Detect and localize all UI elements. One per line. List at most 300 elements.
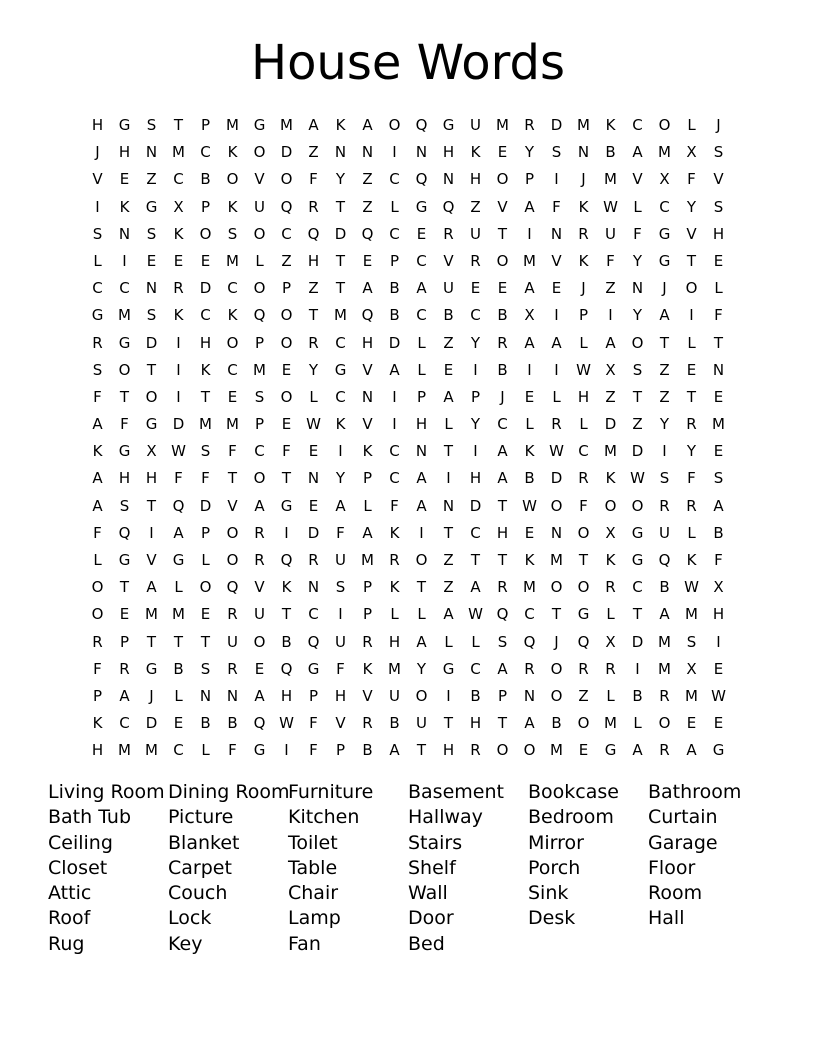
grid-letter: X: [173, 197, 184, 216]
grid-letter: Y: [686, 197, 697, 216]
grid-letter: T: [119, 578, 130, 597]
word-bank-item: Bath Tub: [48, 806, 132, 829]
grid-letter: N: [199, 686, 212, 705]
grid-letter: D: [307, 523, 320, 542]
grid-letter: L: [606, 605, 615, 624]
grid-letter: L: [687, 116, 696, 134]
grid-letter: G: [118, 116, 131, 134]
grid-letter: I: [473, 442, 478, 461]
grid-letter: N: [523, 686, 536, 705]
grid-letter: Z: [470, 197, 481, 216]
grid-letter: W: [576, 360, 591, 379]
grid-letter: T: [632, 387, 643, 406]
grid-letter: O: [631, 333, 644, 352]
grid-letter: M: [523, 578, 536, 597]
grid-letter: B: [281, 632, 292, 651]
grid-letter: G: [442, 116, 455, 134]
grid-letter: E: [281, 360, 292, 379]
word-bank-item: Furniture: [288, 781, 374, 803]
grid-letter: F: [390, 496, 399, 515]
grid-letter: Q: [496, 605, 509, 624]
grid-letter: P: [578, 306, 589, 325]
grid-letter: M: [604, 442, 617, 461]
grid-letter: V: [632, 170, 643, 189]
grid-letter: J: [149, 686, 154, 705]
grid-letter: T: [335, 197, 346, 216]
grid-letter: L: [471, 632, 480, 651]
word-bank-row: [48, 780, 788, 805]
grid-letter: S: [632, 360, 643, 379]
grid-letter: O: [550, 659, 563, 678]
grid-row: [84, 656, 732, 683]
grid-letter: H: [469, 714, 482, 733]
grid-letter: O: [226, 551, 239, 569]
grid-letter: A: [551, 333, 562, 352]
grid-letter: V: [146, 551, 157, 569]
grid-letter: F: [714, 551, 723, 569]
grid-letter: U: [659, 523, 670, 542]
grid-letter: Q: [118, 523, 131, 542]
grid-letter: Y: [659, 415, 670, 434]
grid-letter: H: [442, 143, 455, 162]
grid-letter: J: [554, 632, 559, 651]
grid-letter: C: [173, 170, 184, 189]
grid-letter: D: [631, 632, 644, 651]
grid-letter: N: [334, 143, 347, 162]
word-bank-item: Basement: [408, 781, 504, 803]
grid-letter: T: [335, 279, 346, 298]
grid-letter: P: [470, 387, 481, 406]
grid-letter: G: [712, 741, 725, 760]
word-bank-item: [648, 932, 768, 957]
grid-letter: Z: [362, 197, 373, 216]
word-bank-item: Table: [288, 856, 338, 879]
grid-letter: B: [362, 741, 373, 760]
grid-letter: Q: [226, 578, 239, 597]
word-bank-row: [48, 932, 788, 957]
grid-letter: M: [226, 116, 239, 134]
grid-letter: F: [120, 415, 129, 434]
grid-letter: D: [199, 496, 212, 515]
grid-letter: J: [716, 116, 721, 134]
grid-letter: K: [605, 551, 616, 569]
grid-letter: D: [550, 469, 563, 488]
grid-letter: X: [713, 578, 724, 597]
grid-letter: H: [91, 741, 104, 760]
grid-letter: S: [713, 143, 724, 162]
grid-letter: G: [145, 659, 158, 678]
grid-letter: E: [416, 224, 427, 243]
grid-letter: R: [443, 224, 454, 243]
grid-letter: I: [122, 251, 127, 270]
grid-letter: X: [686, 143, 697, 162]
grid-letter: I: [149, 523, 154, 542]
grid-letter: A: [416, 279, 427, 298]
grid-letter: S: [497, 632, 508, 651]
grid-letter: T: [578, 551, 589, 569]
grid-letter: B: [524, 469, 535, 488]
grid-letter: Y: [470, 415, 481, 434]
grid-letter: L: [390, 197, 399, 216]
grid-letter: X: [146, 442, 157, 461]
grid-letter: A: [119, 686, 130, 705]
grid-letter: K: [119, 197, 130, 216]
grid-letter: P: [497, 686, 508, 705]
grid-letter: L: [201, 551, 210, 569]
grid-letter: Z: [443, 578, 454, 597]
grid-letter: M: [172, 143, 185, 162]
grid-letter: Q: [280, 197, 293, 216]
grid-letter: R: [227, 605, 238, 624]
grid-letter: I: [338, 442, 343, 461]
grid-letter: T: [686, 251, 697, 270]
grid-letter: A: [659, 306, 670, 325]
grid-letter: F: [282, 442, 291, 461]
grid-letter: O: [280, 170, 293, 189]
word-bank-item: Porch: [528, 856, 581, 879]
grid-letter: Y: [632, 251, 643, 270]
grid-letter: E: [200, 605, 211, 624]
grid-letter: M: [145, 605, 158, 624]
grid-letter: G: [604, 741, 617, 760]
grid-letter: P: [416, 387, 427, 406]
word-bank-item: Shelf: [408, 856, 456, 879]
word-bank-item: Closet: [48, 856, 108, 879]
grid-letter: R: [497, 578, 508, 597]
letter-grid: [84, 112, 732, 765]
grid-letter: F: [687, 469, 696, 488]
grid-letter: R: [578, 224, 589, 243]
grid-letter: E: [470, 279, 481, 298]
grid-letter: I: [473, 360, 478, 379]
grid-letter: R: [173, 279, 184, 298]
grid-letter: I: [716, 632, 721, 651]
grid-letter: O: [415, 551, 428, 569]
grid-letter: O: [550, 496, 563, 515]
word-bank-item: [528, 932, 648, 957]
grid-letter: M: [523, 251, 536, 270]
grid-letter: O: [496, 251, 509, 270]
grid-letter: F: [93, 659, 102, 678]
grid-letter: F: [309, 741, 318, 760]
grid-letter: O: [118, 360, 131, 379]
grid-letter: P: [524, 170, 535, 189]
grid-letter: K: [227, 306, 238, 325]
grid-letter: Q: [415, 170, 428, 189]
grid-letter: I: [176, 333, 181, 352]
grid-letter: M: [199, 415, 212, 434]
grid-letter: D: [280, 143, 293, 162]
grid-letter: P: [335, 741, 346, 760]
grid-letter: X: [605, 523, 616, 542]
grid-letter: W: [171, 442, 186, 461]
grid-letter: T: [497, 496, 508, 515]
grid-letter: L: [201, 741, 210, 760]
grid-letter: H: [91, 116, 104, 134]
grid-letter: S: [335, 578, 346, 597]
grid-letter: S: [713, 197, 724, 216]
grid-row: [84, 221, 732, 248]
grid-letter: R: [92, 333, 103, 352]
grid-letter: G: [334, 360, 347, 379]
word-bank-row: [48, 881, 788, 906]
grid-letter: N: [118, 224, 131, 243]
grid-letter: P: [200, 523, 211, 542]
grid-letter: D: [631, 442, 644, 461]
grid-letter: Z: [605, 387, 616, 406]
grid-letter: M: [496, 116, 509, 134]
grid-letter: N: [550, 523, 563, 542]
grid-letter: O: [550, 578, 563, 597]
grid-letter: A: [632, 143, 643, 162]
grid-letter: D: [334, 224, 347, 243]
grid-letter: N: [145, 279, 158, 298]
grid-letter: M: [712, 415, 725, 434]
grid-letter: R: [686, 415, 697, 434]
grid-letter: M: [361, 551, 374, 569]
grid-letter: E: [146, 251, 157, 270]
grid-letter: E: [362, 251, 373, 270]
grid-letter: H: [388, 632, 401, 651]
grid-letter: R: [659, 496, 670, 515]
grid-letter: M: [226, 251, 239, 270]
grid-letter: E: [200, 251, 211, 270]
grid-letter: D: [604, 415, 617, 434]
grid-letter: O: [91, 578, 104, 597]
grid-letter: I: [392, 143, 397, 162]
grid-letter: S: [200, 442, 211, 461]
grid-letter: V: [686, 224, 697, 243]
word-bank-item: Mirror: [528, 831, 584, 854]
grid-letter: F: [309, 170, 318, 189]
grid-letter: N: [307, 469, 320, 488]
grid-letter: Z: [443, 333, 454, 352]
grid-letter: C: [389, 442, 400, 461]
grid-letter: L: [687, 523, 696, 542]
grid-letter: A: [713, 496, 724, 515]
grid-letter: C: [119, 279, 130, 298]
grid-row: [84, 520, 732, 547]
grid-letter: M: [550, 741, 563, 760]
word-bank-item: Kitchen: [288, 806, 360, 829]
grid-letter: M: [280, 116, 293, 134]
grid-letter: Y: [686, 442, 697, 461]
grid-letter: C: [335, 387, 346, 406]
grid-letter: B: [497, 306, 508, 325]
grid-letter: K: [362, 659, 373, 678]
word-bank-item: Desk: [528, 907, 576, 930]
grid-letter: M: [550, 551, 563, 569]
grid-letter: W: [468, 605, 483, 624]
grid-letter: C: [92, 279, 103, 298]
grid-letter: Q: [172, 496, 185, 515]
grid-letter: O: [280, 306, 293, 325]
grid-letter: W: [549, 442, 564, 461]
word-bank-row: [48, 856, 788, 881]
grid-letter: G: [658, 224, 671, 243]
grid-letter: I: [527, 360, 532, 379]
grid-letter: I: [392, 387, 397, 406]
grid-letter: F: [228, 741, 237, 760]
grid-letter: M: [658, 659, 671, 678]
grid-letter: A: [173, 523, 184, 542]
grid-letter: U: [470, 224, 481, 243]
grid-letter: T: [281, 605, 292, 624]
grid-letter: U: [443, 279, 454, 298]
grid-letter: X: [605, 360, 616, 379]
grid-letter: S: [119, 496, 130, 515]
grid-letter: S: [200, 659, 211, 678]
grid-letter: S: [686, 632, 697, 651]
grid-row: [84, 166, 732, 193]
grid-letter: T: [713, 333, 724, 352]
grid-letter: O: [199, 224, 212, 243]
grid-letter: G: [145, 415, 158, 434]
grid-row: [84, 629, 732, 656]
grid-letter: A: [335, 496, 346, 515]
grid-letter: R: [389, 551, 400, 569]
grid-letter: B: [389, 714, 400, 733]
word-bank-item: Lock: [168, 907, 212, 930]
word-bank-item: Blanket: [168, 831, 240, 854]
grid-letter: L: [417, 333, 426, 352]
grid-letter: G: [577, 605, 590, 624]
word-bank-item: Bathroom: [648, 781, 742, 803]
grid-letter: X: [524, 306, 535, 325]
grid-letter: F: [606, 251, 615, 270]
grid-letter: L: [390, 605, 399, 624]
grid-letter: M: [118, 741, 131, 760]
grid-letter: Q: [415, 116, 428, 134]
grid-letter: C: [416, 251, 427, 270]
grid-letter: M: [388, 659, 401, 678]
grid-letter: O: [631, 496, 644, 515]
word-bank-item: Key: [168, 932, 203, 955]
grid-letter: V: [227, 496, 238, 515]
grid-letter: N: [226, 686, 239, 705]
grid-row: [84, 248, 732, 275]
grid-letter: R: [308, 551, 319, 569]
grid-letter: O: [280, 387, 293, 406]
grid-letter: S: [146, 306, 157, 325]
grid-letter: A: [524, 279, 535, 298]
grid-letter: O: [226, 523, 239, 542]
grid-letter: I: [284, 523, 289, 542]
grid-letter: O: [226, 170, 239, 189]
word-bank-item: Door: [408, 907, 454, 930]
grid-letter: R: [551, 415, 562, 434]
grid-letter: Q: [361, 224, 374, 243]
word-bank-item: Rug: [48, 932, 85, 955]
grid-letter: V: [362, 686, 373, 705]
grid-letter: L: [174, 578, 183, 597]
grid-letter: T: [335, 251, 346, 270]
grid-letter: T: [443, 523, 454, 542]
grid-letter: S: [92, 360, 103, 379]
grid-letter: E: [173, 251, 184, 270]
grid-letter: Z: [659, 387, 670, 406]
word-bank-item: Curtain: [648, 806, 718, 829]
grid-letter: T: [497, 224, 508, 243]
grid-row: [84, 438, 732, 465]
grid-letter: Q: [253, 714, 266, 733]
grid-letter: Y: [470, 333, 481, 352]
word-bank-item: Bed: [408, 932, 445, 955]
grid-letter: C: [470, 523, 481, 542]
grid-letter: T: [119, 387, 130, 406]
grid-letter: W: [522, 496, 537, 515]
grid-letter: O: [280, 333, 293, 352]
grid-letter: V: [497, 197, 508, 216]
grid-letter: B: [389, 279, 400, 298]
grid-letter: T: [200, 387, 211, 406]
grid-letter: J: [581, 279, 586, 298]
grid-letter: C: [119, 714, 130, 733]
grid-letter: C: [173, 741, 184, 760]
grid-letter: N: [442, 496, 455, 515]
grid-letter: H: [145, 469, 158, 488]
grid-letter: A: [146, 578, 157, 597]
grid-letter: V: [551, 251, 562, 270]
word-bank-item: Hall: [648, 907, 685, 930]
grid-row: [84, 139, 732, 166]
grid-letter: V: [713, 170, 724, 189]
grid-letter: P: [254, 415, 265, 434]
word-bank-row: [48, 805, 788, 830]
page-title: House Words: [250, 35, 566, 91]
grid-letter: B: [389, 306, 400, 325]
grid-letter: A: [92, 469, 103, 488]
grid-letter: E: [227, 387, 238, 406]
grid-row: [84, 493, 732, 520]
grid-letter: C: [335, 333, 346, 352]
grid-letter: A: [497, 659, 508, 678]
grid-letter: L: [633, 714, 642, 733]
grid-letter: A: [92, 496, 103, 515]
grid-letter: T: [173, 632, 184, 651]
grid-letter: W: [603, 197, 618, 216]
grid-letter: H: [118, 143, 131, 162]
grid-letter: P: [362, 578, 373, 597]
grid-letter: O: [577, 714, 590, 733]
grid-letter: H: [361, 333, 374, 352]
grid-letter: M: [685, 605, 698, 624]
grid-letter: Q: [658, 551, 671, 569]
grid-letter: S: [551, 143, 562, 162]
grid-letter: N: [712, 360, 725, 379]
grid-letter: A: [389, 360, 400, 379]
grid-letter: B: [632, 686, 643, 705]
grid-letter: I: [554, 360, 559, 379]
grid-letter: F: [201, 469, 210, 488]
grid-letter: H: [199, 333, 212, 352]
grid-letter: R: [605, 578, 616, 597]
grid-letter: U: [389, 686, 400, 705]
grid-letter: W: [711, 686, 726, 705]
word-bank-item: Hallway: [408, 806, 483, 829]
grid-letter: K: [389, 578, 400, 597]
grid-letter: C: [227, 360, 238, 379]
grid-letter: L: [363, 496, 372, 515]
grid-letter: G: [658, 251, 671, 270]
grid-letter: K: [605, 469, 616, 488]
grid-letter: O: [496, 170, 509, 189]
grid-letter: D: [388, 333, 401, 352]
grid-letter: S: [92, 224, 103, 243]
grid-letter: Z: [362, 170, 373, 189]
grid-letter: C: [470, 659, 481, 678]
grid-row: [84, 465, 732, 492]
